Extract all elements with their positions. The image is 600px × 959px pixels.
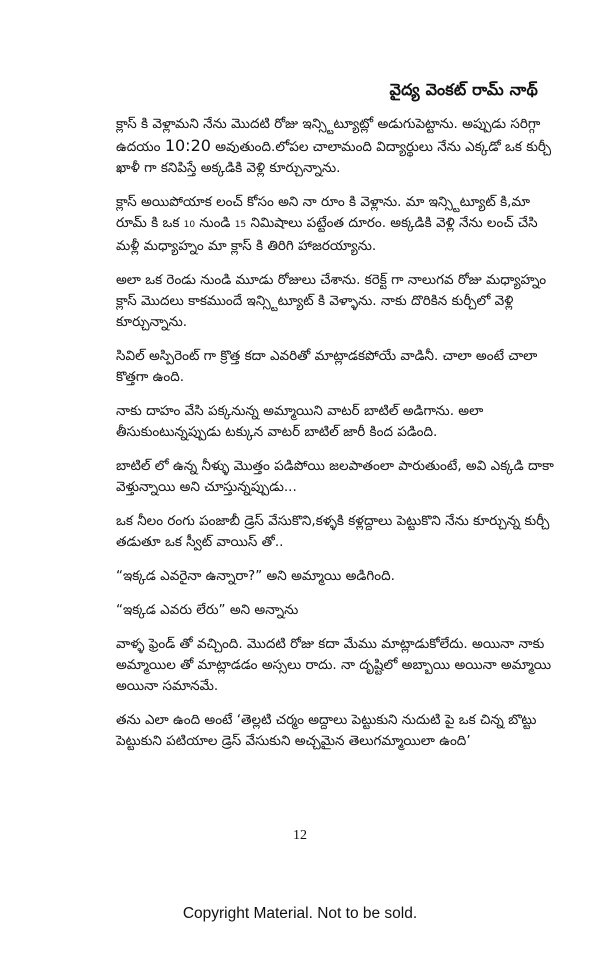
paragraph: బాటిల్ లో ఉన్న నీళ్ళు మొత్తం పడిపోయి జలపాతంలా పారుతుంటే, అవి ఎక్కడి దాకా వెళ్తున్నాయి అని చూస్తున్నప్పుడు... [116, 458, 554, 495]
paragraph [116, 114, 554, 179]
paragraph: అలా ఒక రెండు నుండి మూడు రోజులు చేశాను. కరెక్ట్ గా నాలుగవ రోజు మధ్యాహ్నం క్లాస్ మొదలు కాకముందే ఇన్స్టిట్యూట్ కి వెళ్ళాను. నాకు దొరికిన కుర్చీలో వెళ్లి కూర్చున్నాను. [116, 272, 547, 330]
time-value: 10:20 [164, 136, 211, 155]
paragraph: ఒక నీలం రంగు పంజాబీ డ్రెస్ వేసుకొని,కళ్ళకి కళ్లద్దాలు పెట్టుకొని నేను కూర్చున్న కుర్చీ తడుతూ ఒక స్వీట్ వాయిస్ తో.. [116, 513, 550, 550]
paragraph-text: అవుతుంది.లోపల చాలామంది విద్యార్థులు నేను ఎక్కడో ఒక కుర్చీ ఖాళీ గా కనిపిస్తే అక్కడికి వెళ్లి కూర్చున్నాను. [116, 139, 552, 176]
paragraph: నాకు దాహం వేసి పక్కనున్న అమ్మాయిని వాటర్ బాటిల్ అడిగాను. అలా తీసుకుంటున్నప్పుడు టక్కున వాటర్ బాటిల్ జారీ కింద పడింది. [116, 403, 484, 440]
paragraph: తను ఎలా ఉంది అంటే ‘తెల్లటి చర్మం అద్దాలు పెట్టుకుని నుదుటి పై ఒక చిన్న బొట్టు పెట్టుకుని పటియాల డ్రెస్ వేసుకుని అచ్చమైన తెలుగమ్మాయిలా ఉంది’ [116, 712, 537, 749]
number-15: 15 [234, 220, 247, 230]
page-number: 12 [293, 828, 307, 843]
paragraph-text: నుండి [195, 215, 235, 231]
paragraph-text: నిమిషాలు పట్టేంత దూరం. అక్కడికి వెళ్లి నేను లంచ్ చేసి మళ్లీ మధ్యాహ్నం మా క్లాస్ కి తిరిగి హాజరయ్యాను. [116, 215, 538, 254]
author-header: వైద్య వెంకట్ రామ్ నాథ్ [389, 80, 538, 99]
number-10: 10 [183, 220, 196, 230]
paragraph-text: క్లాస్ కి వెళ్లామని నేను మొదటి రోజు ఇన్స్టిట్యూట్లో అడుగుపెట్టాను. అప్పుడు సరిగ్గా ఉదయం [116, 116, 541, 155]
paragraph: వాళ్ళ ఫ్రెండ్ తో వచ్చింది. మొదటి రోజు కదా మేము మాట్లాడుకోలేదు. అయినా నాకు అమ్మాయిల తో మాట్లాడడం అస్సలు రాదు. నా దృష్టిలో అబ్బాయి అయినా అమ్మాయి అయినా సమానమే. [116, 636, 552, 694]
paragraph-text: క్లాస్ అయిపోయాక లంచ్ కోసం అని నా రూం కి వెళ్లాను. మా ఇన్స్టిట్యూట్ కి,మా రూమ్ కి ఒక [116, 194, 531, 231]
story-body [116, 114, 554, 765]
paragraph: సివిల్ అస్పిరెంట్ గా క్రొత్త కదా ఎవరితో మాట్లాడకపోయే వాడినీ. చాలా అంటే చాలా కొత్తగా ఉంది. [116, 348, 538, 385]
paragraph [116, 192, 554, 257]
copyright-notice: Copyright Material. Not to be sold. [182, 905, 418, 922]
dialogue-line: “ఇక్కడ ఎవరు లేరు” అని అన్నాను [116, 602, 299, 618]
dialogue-line: “ఇక్కడ ఎవరైనా ఉన్నారా?” అని అమ్మాయి అడిగింది. [116, 568, 395, 584]
